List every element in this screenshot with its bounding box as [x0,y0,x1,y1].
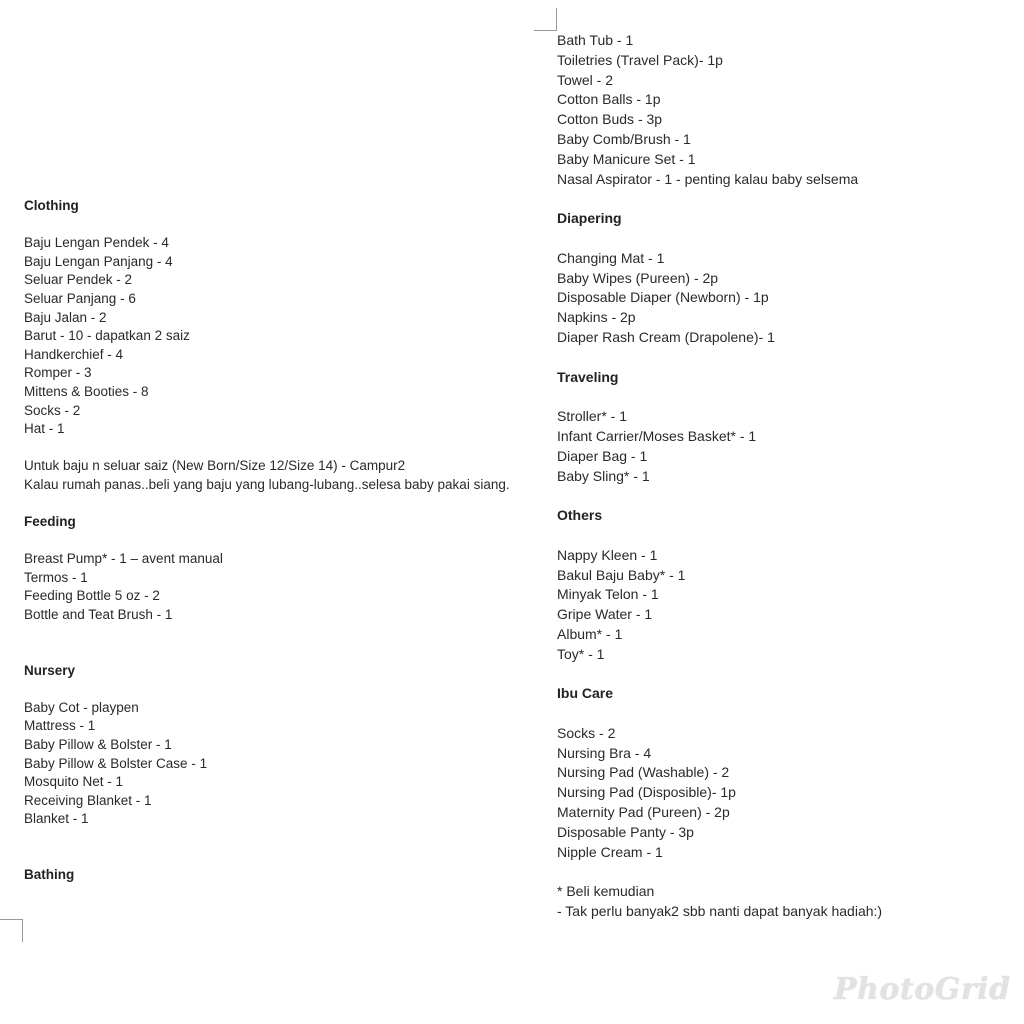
list-item: Baby Sling* - 1 [557,467,650,484]
others-list [557,546,997,665]
footnote: - Tak perlu banyak2 sbb nanti dapat banyak hadiah:) [557,903,883,920]
clothing-list [24,234,524,439]
list-item: Infant Carrier/Moses Basket* - 1 [557,427,757,444]
list-item: Bath Tub - 1 [557,32,634,48]
clothing-note: Untuk baju n seluar saiz (New Born/Size 12/Size 14) - Campur2 [24,458,406,474]
list-item: Cotton Balls - 1p [557,91,661,108]
section-heading-ibu-care: Ibu Care [557,685,614,702]
list-item: Baju Lengan Panjang - 4 [24,253,173,269]
list-item: Toiletries (Travel Pack)- 1p [557,51,723,68]
list-item: Mittens & Booties - 8 [24,383,149,399]
list-item: Diaper Bag - 1 [557,447,648,464]
section-heading-traveling: Traveling [557,368,619,385]
list-item: Blanket - 1 [24,811,89,827]
list-item: Baby Wipes (Pureen) - 2p [557,269,719,286]
list-item: Bakul Baju Baby* - 1 [557,566,686,583]
list-item: Changing Mat - 1 [557,249,665,266]
list-item: Romper - 3 [24,365,92,381]
list-item: Nappy Kleen - 1 [557,546,658,563]
list-item: Nasal Aspirator - 1 - penting kalau baby selsema [557,170,859,187]
photogrid-watermark: PhotoGrid [834,972,1011,1007]
list-item: Disposable Panty - 3p [557,823,694,840]
list-item: Gripe Water - 1 [557,606,653,623]
list-item: Barut - 10 - dapatkan 2 saiz [24,328,190,344]
list-item: Nursing Pad (Washable) - 2 [557,764,730,781]
list-item: Feeding Bottle 5 oz - 2 [24,588,160,604]
list-item: Nursing Pad (Disposible)- 1p [557,784,736,801]
page-corner-mark-bottom [0,919,23,942]
list-item: Nipple Cream - 1 [557,843,663,860]
list-item: Album* - 1 [557,625,623,642]
list-item: Bottle and Teat Brush - 1 [24,607,173,623]
feeding-list [24,550,524,624]
bathing-list [557,31,997,189]
list-item: Maternity Pad (Pureen) - 2p [557,804,730,821]
list-item: Socks - 2 [24,402,81,418]
list-item: Seluar Pendek - 2 [24,272,133,288]
list-item: Baby Cot - playpen [24,699,139,715]
list-item: Stroller* - 1 [557,408,628,425]
list-item: Socks - 2 [557,724,616,741]
list-item: Hat - 1 [24,421,65,437]
clothing-note: Kalau rumah panas..beli yang baju yang lubang-lubang..selesa baby pakai siang. [24,476,510,492]
footnote: * Beli kemudian [557,883,655,900]
right-column [557,31,997,922]
list-item: Seluar Panjang - 6 [24,290,136,306]
list-item: Toy* - 1 [557,645,605,662]
list-item: Minyak Telon - 1 [557,586,659,603]
section-heading-bathing: Bathing [24,867,75,882]
list-item: Baby Pillow & Bolster Case - 1 [24,755,208,771]
list-item: Diaper Rash Cream (Drapolene)- 1 [557,328,775,345]
section-heading-others: Others [557,507,603,524]
list-item: Baby Comb/Brush - 1 [557,130,691,147]
section-heading-clothing: Clothing [24,198,79,213]
list-item: Breast Pump* - 1 – avent manual [24,551,223,567]
list-item: Baby Pillow & Bolster - 1 [24,737,172,753]
list-item: Baju Jalan - 2 [24,309,107,325]
list-item: Napkins - 2p [557,309,636,326]
section-heading-feeding: Feeding [24,514,76,530]
list-item: Baju Lengan Pendek - 4 [24,235,169,251]
list-item: Handkerchief - 4 [24,346,124,362]
section-heading-nursery: Nursery [24,662,76,678]
list-item: Mattress - 1 [24,718,96,734]
traveling-list [557,407,997,486]
list-item: Baby Manicure Set - 1 [557,150,696,167]
list-item: Receiving Blanket - 1 [24,792,152,808]
list-item: Disposable Diaper (Newborn) - 1p [557,289,769,306]
list-item: Mosquito Net - 1 [24,774,124,790]
list-item: Nursing Bra - 4 [557,744,652,761]
left-column [24,197,524,885]
list-item: Towel - 2 [557,71,614,88]
list-item: Cotton Buds - 3p [557,111,663,128]
list-item: Termos - 1 [24,569,88,585]
ibu-care-list [557,724,997,863]
section-heading-diapering: Diapering [557,210,622,227]
page-corner-mark-top [534,8,557,31]
nursery-list [24,699,524,829]
diapering-list [557,249,997,348]
